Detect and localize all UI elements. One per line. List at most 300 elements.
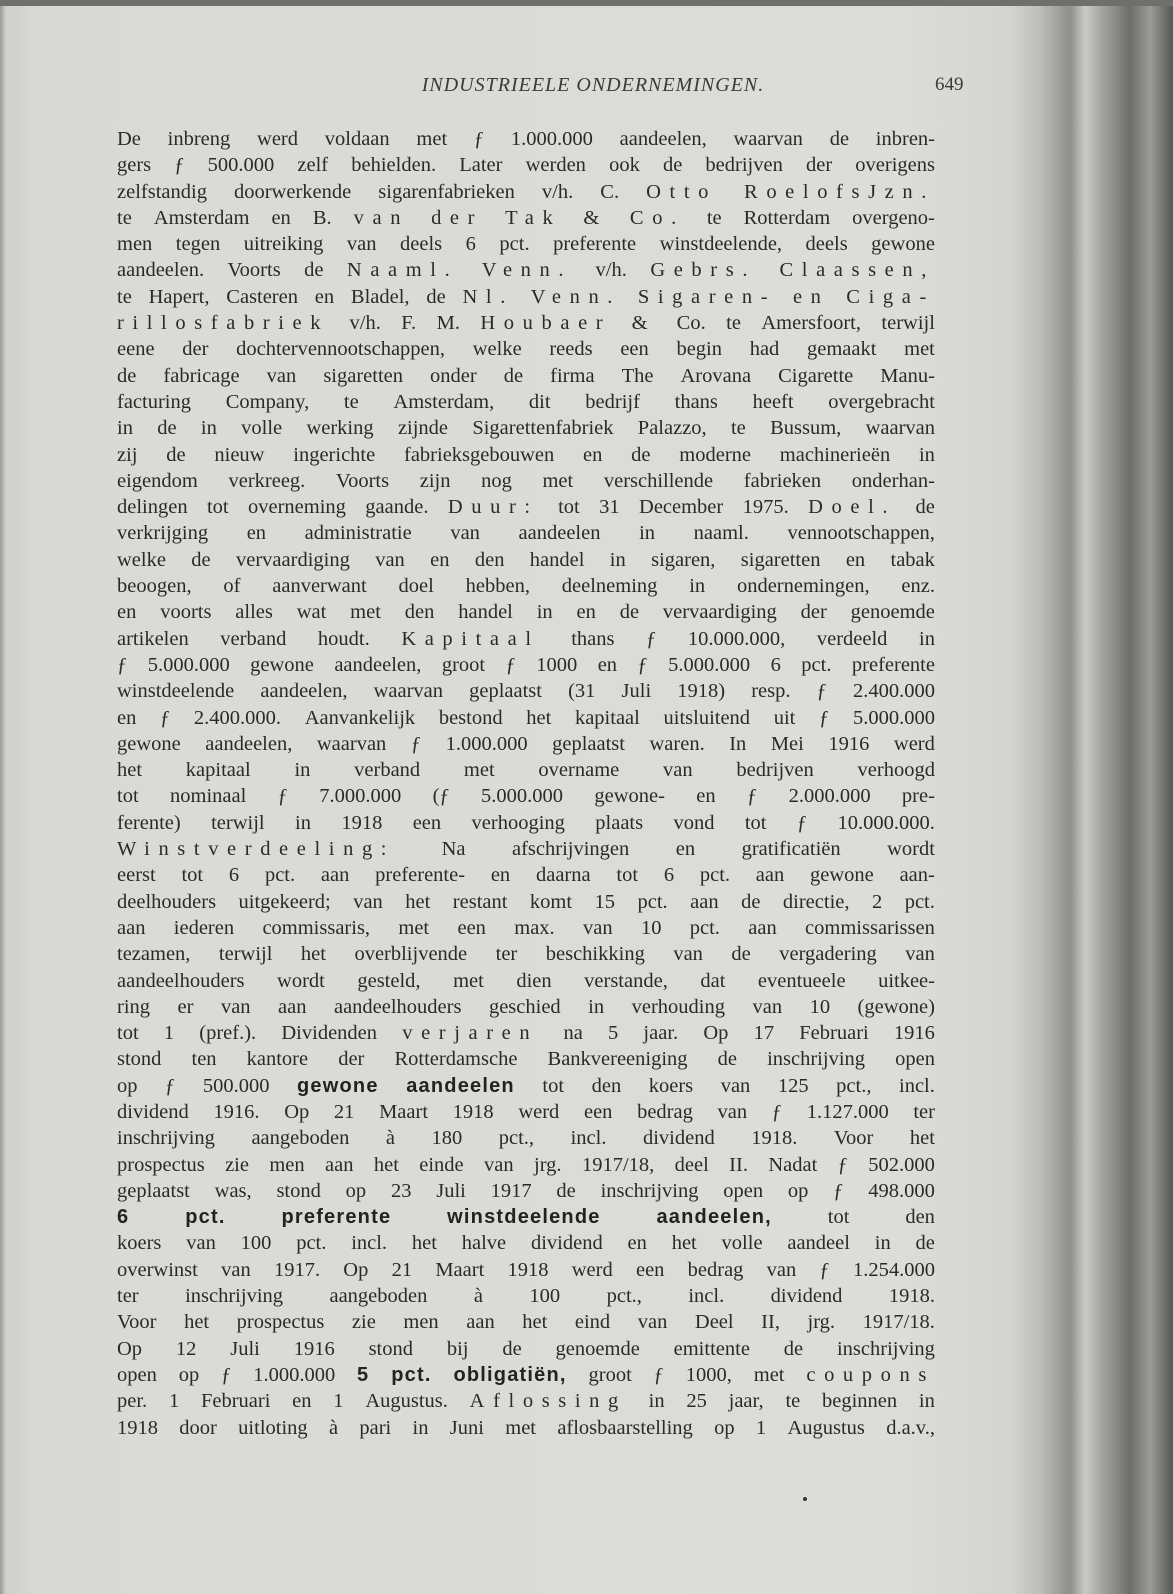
word: pct.: [801, 653, 832, 676]
word: uitgekeerd;: [238, 890, 331, 913]
word: pct.: [499, 233, 530, 256]
spaced-phrase-word: Kapitaal: [401, 627, 540, 650]
word: jaar,: [728, 1390, 764, 1413]
word: fabrieken: [743, 469, 822, 492]
spaced-phrase-word: der: [431, 206, 484, 229]
word: met: [463, 759, 495, 782]
word: ƒ: [771, 1100, 783, 1123]
word: aan: [755, 864, 785, 887]
word: den: [905, 1206, 935, 1229]
word: zelfstandig: [117, 180, 207, 203]
word: op: [178, 1363, 200, 1386]
word: deels: [805, 233, 848, 256]
bold-phrase-word: 5: [357, 1363, 370, 1386]
word: 6: [663, 864, 675, 887]
word: in: [200, 417, 217, 440]
word: incl.: [899, 1074, 935, 1097]
word: de: [662, 154, 683, 177]
body-text: [117, 126, 935, 1441]
bold-phrase-word: pct.: [185, 1206, 226, 1229]
spaced-phrase-word: Tak: [505, 206, 562, 229]
word: en: [314, 285, 335, 308]
text-line: [117, 1257, 935, 1283]
word: 1: [163, 1022, 175, 1045]
word: van: [717, 1100, 748, 1123]
word: in: [918, 443, 935, 466]
word: 25: [686, 1390, 707, 1413]
word: op: [714, 1416, 735, 1439]
bold-phrase-word: 6: [117, 1206, 130, 1229]
word: onderhan-: [851, 469, 935, 492]
word: ter: [495, 943, 518, 966]
word: aandeelen,: [334, 653, 422, 676]
text-line: [117, 626, 935, 652]
word: 1000: [536, 653, 578, 676]
word: Co.: [676, 312, 706, 335]
word: Sigarettenfabriek: [472, 417, 614, 440]
spaced-phrase-word: verjaren: [402, 1022, 539, 1045]
text-line: [117, 968, 935, 994]
word: zijn: [419, 469, 451, 492]
word: een: [620, 338, 649, 361]
word: v/h.: [349, 312, 381, 335]
word: verband: [354, 759, 421, 782]
word: volle: [241, 417, 283, 440]
word: de: [915, 496, 935, 519]
text-line: [117, 205, 935, 231]
word: overwinst: [117, 1258, 198, 1281]
word: Juli: [621, 680, 652, 703]
word: 100: [529, 1285, 561, 1308]
word: tot: [558, 496, 580, 519]
bold-phrase-word: winstdeelende: [447, 1206, 601, 1229]
word: reeds: [549, 338, 593, 361]
word: In: [729, 732, 747, 755]
word: 1916: [828, 732, 870, 755]
word: inbreng: [167, 128, 231, 150]
word: plaats: [595, 811, 644, 834]
word: jrg.: [534, 1153, 562, 1176]
word: van: [186, 1232, 216, 1255]
word: C.: [600, 180, 620, 203]
word: en: [117, 706, 137, 729]
word: enz.: [901, 575, 935, 598]
word: Rotterdam: [743, 206, 831, 229]
text-line: [117, 915, 935, 941]
word: dividend: [642, 1127, 715, 1150]
word: komt: [529, 890, 573, 913]
word: nominaal: [170, 785, 247, 808]
word: pre-: [901, 785, 935, 808]
word: preferente: [851, 653, 935, 676]
word: en: [845, 548, 866, 571]
word: de: [157, 417, 177, 440]
word: verhouding: [631, 995, 725, 1018]
word: M.: [436, 312, 460, 335]
text-line: [117, 1152, 935, 1178]
word: eind: [574, 1311, 611, 1334]
word: ook: [609, 154, 640, 177]
word: het: [300, 943, 326, 966]
word: gemaakt: [806, 338, 877, 361]
word: werd: [571, 1258, 613, 1281]
bold-phrase-word: aandeelen,: [656, 1206, 772, 1229]
word: men: [117, 233, 153, 256]
word: Deel: [694, 1311, 734, 1334]
word: Casteren: [226, 285, 298, 308]
word: ƒ: [637, 653, 648, 676]
word: doorwerkende: [233, 180, 352, 203]
word: was,: [214, 1179, 252, 1202]
word: heeft: [752, 390, 794, 413]
word: het: [405, 890, 431, 913]
word: 12: [175, 1337, 197, 1360]
word: en: [246, 522, 267, 545]
word: kapitaal: [185, 759, 251, 782]
word: der: [338, 1048, 365, 1071]
word: 5: [607, 1022, 619, 1045]
word: te: [730, 417, 746, 440]
word: groot: [588, 1363, 632, 1386]
word: van: [637, 1311, 668, 1334]
spaced-phrase-word: Venn.: [530, 285, 622, 308]
word: einde: [419, 1153, 464, 1176]
word: eigendom: [117, 469, 198, 492]
word: nog: [481, 469, 512, 492]
text-line: [117, 1020, 935, 1046]
word: in: [918, 1390, 935, 1413]
text-line: [117, 1230, 935, 1256]
word: 6: [770, 653, 781, 676]
page-top-edge: [0, 0, 1173, 6]
word: pct.,: [836, 1074, 872, 1097]
word: (ƒ: [432, 785, 450, 808]
word: deelneming: [561, 575, 658, 598]
word: werking: [306, 417, 374, 440]
word: tot: [542, 1074, 565, 1097]
word: voldaan: [324, 128, 390, 150]
word: (gewone): [857, 995, 935, 1018]
word: in: [412, 1416, 429, 1439]
word: en: [430, 548, 450, 571]
word: Voor: [117, 1311, 157, 1334]
word: 2.400.000: [852, 680, 935, 703]
word: 1916: [293, 1337, 335, 1360]
word: 1.000.000: [445, 732, 528, 755]
word: 21: [391, 1258, 413, 1281]
word: Hapert,: [148, 285, 210, 308]
word: uitloting: [238, 1416, 308, 1439]
word: 500.000: [207, 154, 275, 177]
word: ƒ: [174, 154, 185, 177]
word: Februari: [200, 1390, 271, 1413]
word: dit: [528, 390, 551, 413]
word: d.a.v.,: [886, 1416, 935, 1439]
word: gratificatiën: [741, 838, 841, 861]
word: beoogen,: [117, 575, 192, 598]
word: iederen: [173, 916, 235, 939]
word: aandeelen,: [205, 732, 293, 755]
text-line: [117, 1178, 935, 1204]
word: wat: [296, 601, 327, 624]
word: commissarissen: [805, 916, 935, 939]
word: van: [583, 916, 613, 939]
word: welke: [472, 338, 522, 361]
word: een: [457, 916, 486, 939]
word: wordt: [277, 969, 325, 992]
word: zelf: [297, 154, 329, 177]
word: de: [191, 548, 211, 571]
word: na: [563, 1022, 583, 1045]
word: daarna: [535, 864, 591, 887]
word: Bussum,: [770, 417, 842, 440]
word: terwijl: [211, 811, 265, 834]
word: deel: [674, 1153, 709, 1176]
word: inschrijving: [185, 1285, 284, 1308]
word: facturing: [117, 390, 191, 413]
word: in: [609, 548, 626, 571]
text-line: [117, 836, 935, 862]
word: de: [731, 943, 751, 966]
word: van: [346, 233, 377, 256]
word: per.: [117, 1390, 148, 1413]
bold-phrase-word: preferente: [281, 1206, 392, 1229]
word: à: [328, 1416, 339, 1439]
word: had: [749, 338, 780, 361]
word: 21: [333, 1100, 355, 1123]
word: de: [631, 443, 651, 466]
word: ƒ: [410, 732, 422, 755]
word: bij: [446, 1337, 469, 1360]
word: en: [271, 206, 291, 229]
spaced-phrase-word: Duur:: [447, 496, 539, 519]
word: jaar.: [643, 1022, 679, 1045]
word: 1918: [452, 1100, 494, 1123]
word: dien: [516, 969, 552, 992]
word: prospectus: [236, 1311, 325, 1334]
word: werd: [257, 128, 299, 150]
word: pct.: [689, 916, 720, 939]
word: à: [385, 1127, 395, 1150]
word: dochtervennootschappen,: [236, 338, 446, 361]
word: handel: [529, 548, 585, 571]
word: te: [785, 1390, 801, 1413]
spaced-phrase-word: coupons: [806, 1363, 935, 1386]
spaced-phrase-word: en: [792, 285, 830, 308]
spaced-phrase-word: Nl.: [462, 285, 514, 308]
word: Maart: [435, 1258, 485, 1281]
word: ƒ: [819, 1258, 830, 1281]
word: 1918.: [888, 1285, 935, 1308]
word: gewone: [810, 864, 874, 887]
word: ƒ: [117, 653, 128, 676]
word: in: [536, 601, 553, 624]
word: machinerieën: [779, 443, 891, 466]
word: het: [411, 1232, 437, 1255]
word: 1: [755, 1416, 767, 1439]
word: tegen: [175, 233, 221, 256]
word: vergadering: [779, 943, 877, 966]
word: preferente-: [375, 864, 466, 887]
word: pari: [359, 1416, 392, 1439]
spaced-phrase-word: van: [353, 206, 410, 229]
word: moderne: [679, 443, 752, 466]
word: naaml.: [693, 522, 749, 545]
word: sigaretten: [740, 548, 821, 571]
word: beginnen: [822, 1390, 898, 1413]
word: aandeelen: [518, 522, 601, 545]
word: onder: [430, 364, 477, 387]
word: geplaatst: [117, 1179, 190, 1202]
word: 498.000: [868, 1179, 935, 1202]
word: delingen: [117, 496, 188, 519]
word: op: [345, 1179, 367, 1202]
word: 502.000: [868, 1153, 935, 1176]
word: gesteld,: [357, 969, 421, 992]
word: 1918: [117, 1416, 158, 1439]
word: 5.000.000: [668, 653, 751, 676]
text-line: [117, 547, 935, 573]
word: het: [522, 1311, 548, 1334]
word: bedrag: [637, 1100, 693, 1123]
word: in: [648, 1390, 665, 1413]
word: Februari: [799, 1022, 869, 1045]
word: prospectus: [117, 1153, 205, 1176]
word: eerst: [117, 864, 156, 887]
word: 1000,: [685, 1363, 732, 1386]
word: Juli: [436, 1179, 466, 1202]
word: ƒ: [277, 785, 288, 808]
word: van: [266, 364, 297, 387]
word: Nadat: [768, 1153, 818, 1176]
word: en: [627, 1232, 647, 1255]
word: pct.: [637, 890, 668, 913]
word: Bladel,: [350, 285, 410, 308]
word: overname: [538, 759, 620, 782]
word: firma: [550, 364, 595, 387]
spaced-phrase-word: &: [583, 206, 608, 229]
word: tot: [616, 864, 639, 887]
word: fabrieksgebouwen: [404, 443, 555, 466]
word: tabak: [890, 548, 935, 571]
word: te: [343, 390, 359, 413]
spaced-phrase-word: Doel.: [808, 496, 897, 519]
word: de: [741, 890, 761, 913]
word: het: [373, 1153, 399, 1176]
word: groot: [441, 653, 486, 676]
word: verhooging: [471, 811, 565, 834]
text-line: [117, 941, 935, 967]
word: aan: [690, 890, 719, 913]
word: van: [673, 943, 703, 966]
word: open: [117, 1363, 157, 1386]
word: genoemde: [555, 1337, 640, 1360]
word: geschied: [488, 995, 561, 1018]
word: werd: [893, 732, 935, 755]
word: de: [783, 1337, 804, 1360]
word: in: [919, 627, 935, 650]
bold-phrase-word: pct.: [391, 1363, 432, 1386]
word: incl.: [688, 1285, 725, 1308]
word: de: [915, 1232, 935, 1255]
word: dividend: [770, 1285, 843, 1308]
word: 180: [431, 1127, 463, 1150]
word: men: [403, 1311, 439, 1334]
spaced-phrase-word: &: [631, 312, 657, 335]
word: aandeel: [787, 1232, 850, 1255]
word: voorts: [160, 601, 212, 624]
word: 125: [777, 1074, 809, 1097]
word: geplaatst: [469, 680, 542, 703]
text-line: [117, 810, 935, 836]
word: Manu-: [880, 364, 935, 387]
word: een: [412, 811, 442, 834]
bold-phrase-word: obligatiën,: [453, 1363, 567, 1386]
word: de: [502, 1337, 522, 1360]
word: te: [117, 285, 132, 308]
word: er: [177, 995, 194, 1018]
word: der: [800, 601, 827, 624]
word: de: [556, 1179, 576, 1202]
word: koers: [117, 1232, 162, 1255]
word: ƒ: [653, 1363, 664, 1386]
word: begin: [676, 338, 722, 361]
word: 1918.: [751, 1127, 798, 1150]
word: eene: [117, 338, 155, 361]
word: sigaretten: [323, 364, 404, 387]
word: ƒ: [221, 1363, 232, 1386]
word: Op: [343, 1258, 369, 1281]
word: dividend: [117, 1100, 189, 1123]
text-line: [117, 1388, 935, 1414]
word: ƒ: [646, 627, 657, 650]
word: geplaatst: [552, 732, 625, 755]
word: op: [787, 1179, 809, 1202]
word: tot: [206, 496, 229, 519]
word: van: [450, 522, 480, 545]
word: aan: [320, 864, 350, 887]
word: overigens: [855, 154, 935, 177]
word: en: [117, 601, 137, 624]
word: koers: [648, 1074, 694, 1097]
spaced-phrase-word: Ciga-: [846, 285, 935, 308]
word: genoemde: [850, 601, 935, 624]
word: aandeelhouders: [333, 995, 462, 1018]
word: van: [484, 1153, 514, 1176]
word: de: [829, 128, 850, 150]
word: ƒ: [819, 706, 830, 729]
word: werden: [525, 154, 586, 177]
word: pct.: [699, 864, 731, 887]
word: aan: [117, 916, 146, 939]
word: deels: [400, 233, 443, 256]
word: verband: [220, 627, 287, 650]
word: verstande,: [584, 969, 668, 992]
word: de: [503, 364, 524, 387]
word: te: [726, 312, 741, 335]
word: December: [639, 496, 724, 519]
word: Dividenden: [281, 1022, 378, 1045]
bold-phrase-word: gewone: [297, 1074, 379, 1097]
spaced-phrase-word: Venn.: [481, 259, 573, 282]
word: ƒ: [746, 785, 758, 808]
page-header: [117, 74, 967, 104]
word: te: [117, 206, 132, 229]
word: dividend: [530, 1232, 603, 1255]
word: het: [526, 706, 552, 729]
word: waarvan: [373, 680, 443, 703]
word: gaande.: [365, 496, 429, 519]
